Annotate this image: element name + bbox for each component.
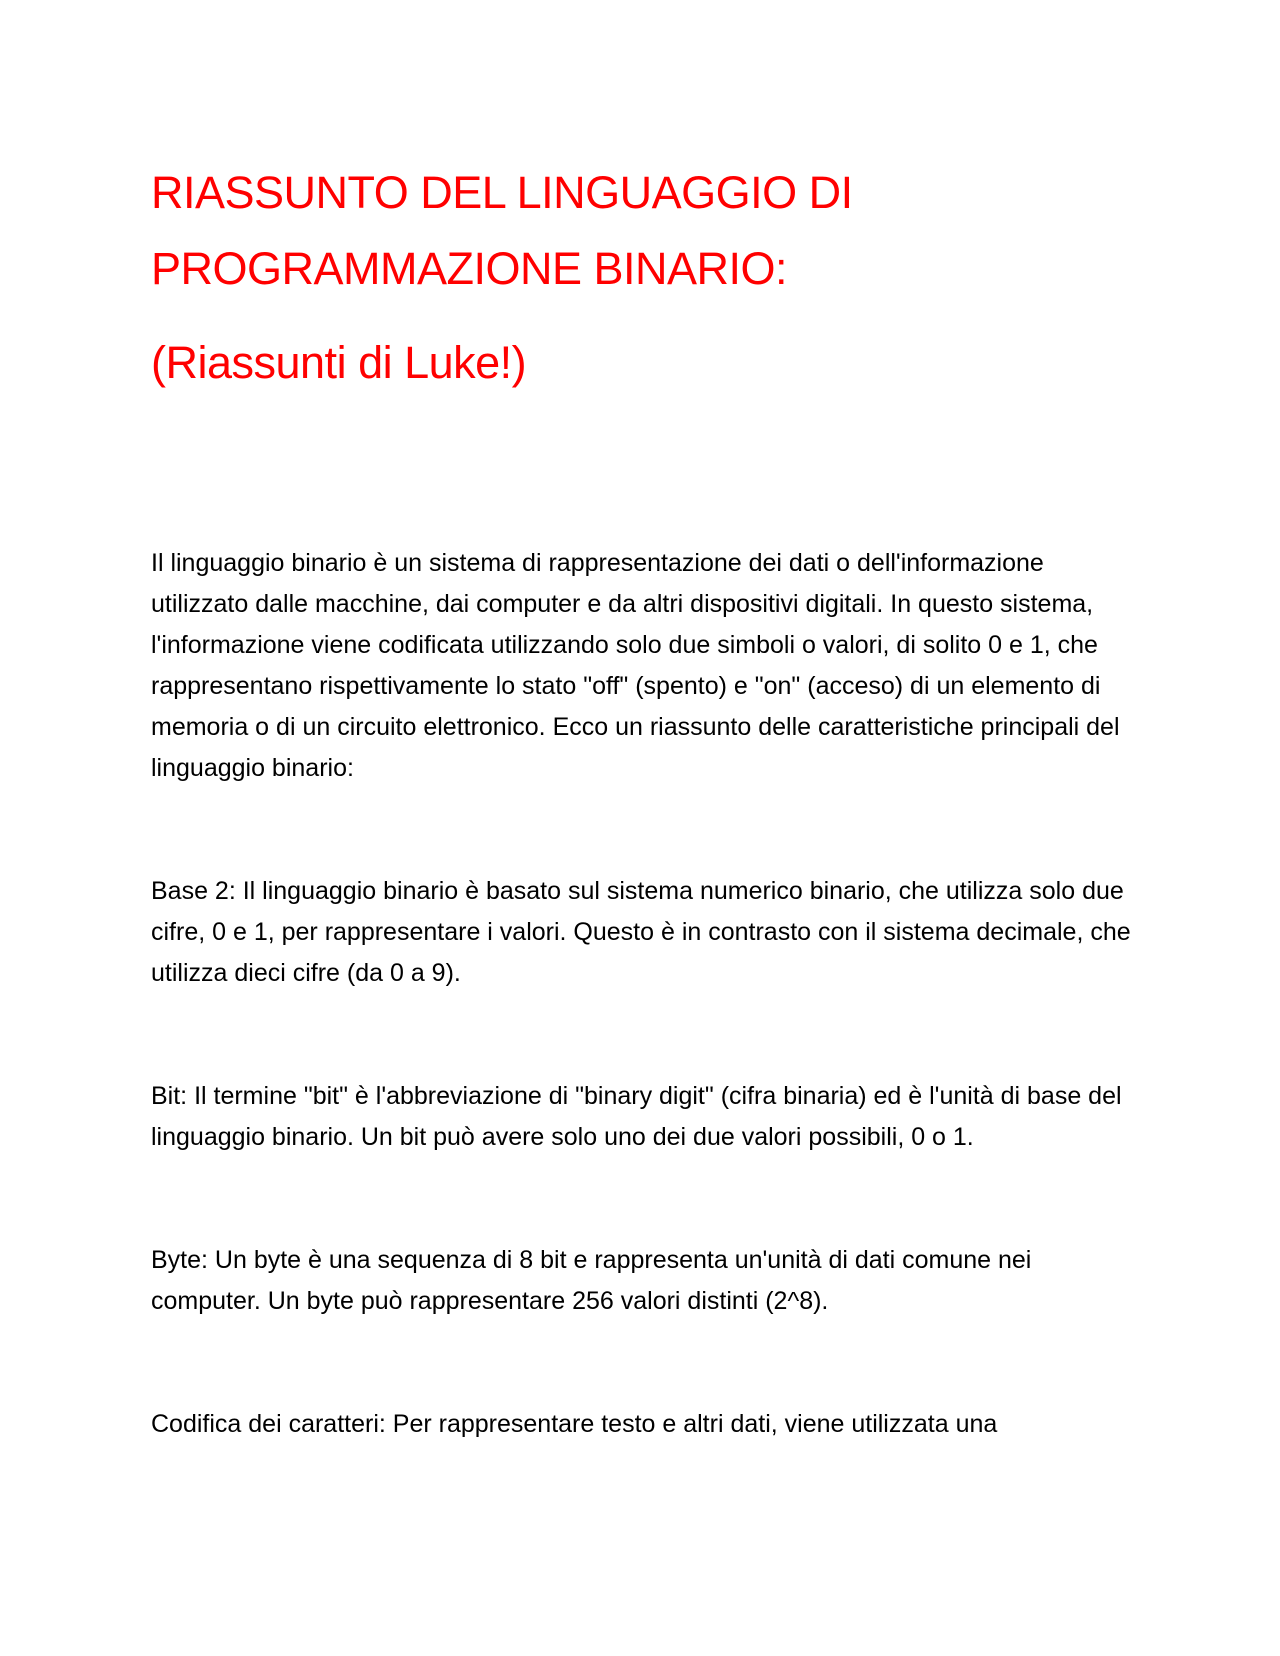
paragraph-character-encoding: Codifica dei caratteri: Per rappresentare testo e altri dati, viene utilizzata una [151,1410,998,1438]
document-subtitle: (Riassunti di Luke!) [151,337,527,388]
paragraph-bit: Bit: Il termine "bit" è l'abbreviazione di "binary digit" (cifra binaria) ed è l'unità di base del linguaggio binario. Un bit può avere solo uno dei due valori possibili, 0 o 1. [151,1082,1122,1151]
paragraph-intro: Il linguaggio binario è un sistema di rappresentazione dei dati o dell'informazione utilizzato dalle macchine, dai computer e da altri dispositivi digitali. In questo sistema, l'informazione viene codificata utilizzando solo due simboli o valori, di solito 0 e 1, che rappresentano rispettivamente lo stato "off" (spento) e "on" (acceso) di un elemento di memoria o di un circuito elettronico. Ecco un riassunto delle caratteristiche principali del linguaggio binario: [151,549,1120,782]
document-title [151,155,1131,307]
title-line-1: RIASSUNTO DEL LINGUAGGIO DI [151,167,853,218]
document-body [151,155,1131,1445]
title-line-2: PROGRAMMAZIONE BINARIO: [151,243,788,294]
paragraph-base-2: Base 2: Il linguaggio binario è basato sul sistema numerico binario, che utilizza solo due cifre, 0 e 1, per rappresentare i valori. Questo è in contrasto con il sistema decimale, che utilizza dieci cifre (da 0 a 9). [151,877,1131,987]
paragraph-byte: Byte: Un byte è una sequenza di 8 bit e rappresenta un'unità di dati comune nei computer. Un byte può rappresentare 256 valori distinti (2^8). [151,1246,1032,1315]
